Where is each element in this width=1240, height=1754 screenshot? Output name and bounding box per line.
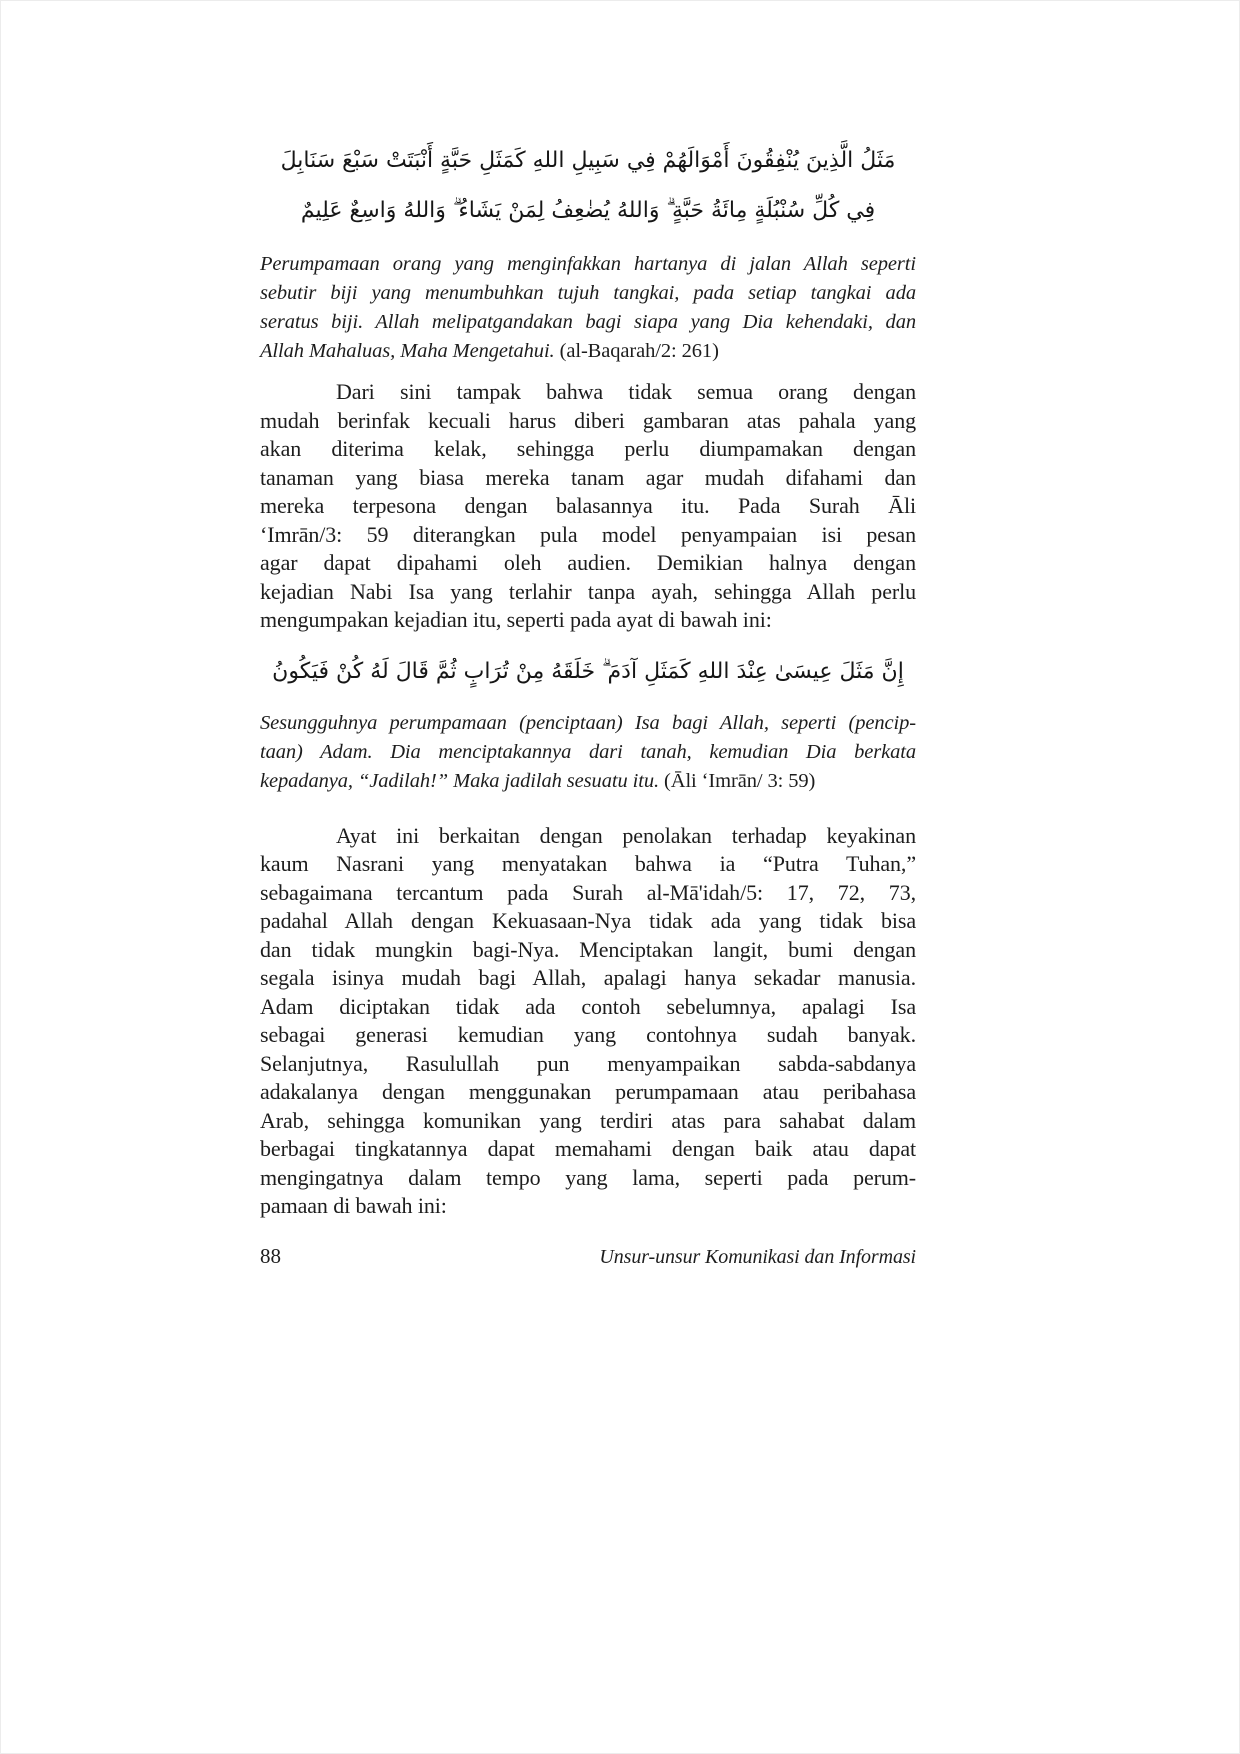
translation-lines [260, 250, 916, 337]
verse-reference: (Āli ‘Imrān/ 3: 59) [664, 769, 816, 792]
text-line: taan) Adam. Dia menciptakannya dari tanah, kemudian Dia berkata [260, 740, 916, 763]
text-line: mengumpakan kejadian itu, seperti pada ayat di bawah ini: [260, 607, 772, 632]
text-line: إِنَّ مَثَلَ عِيسَىٰ عِنْدَ اللهِ كَمَثَلِ آدَمَ ۗ خَلَقَهُ مِنْ تُرَابٍ ثُمَّ قَالَ لَهُ كُنْ فَيَكُونُ [272, 658, 904, 684]
translation-reference-line [260, 767, 916, 796]
text-line: segala isinya mudah bagi Allah, apalagi hanya sekadar manusia. [260, 965, 916, 990]
text-line: Dari sini tampak bahwa tidak semua orang dengan [336, 379, 916, 404]
translation-ending-text: kepadanya, “Jadilah!” Maka jadilah sesuatu itu. [260, 769, 659, 792]
text-line: sebagai generasi kemudian yang contohnya sudah banyak. [260, 1022, 916, 1047]
text-line: tanaman yang biasa mereka tanam agar mudah difahami dan [260, 464, 916, 490]
page-number: 88 [260, 1244, 281, 1268]
text-line: adakalanya dengan menggunakan perumpamaan atau peribahasa [260, 1079, 916, 1104]
text-line: Selanjutnya, Rasulullah pun menyampaikan sabda-sabdanya [260, 1050, 916, 1076]
quran-verse-block-1 [260, 136, 916, 366]
text-line: sebagaimana tercantum pada Surah al-Mā'idah/5: 17, 72, 73, [260, 879, 916, 905]
verse-translation-1 [260, 250, 916, 366]
translation-lines [260, 709, 916, 767]
running-title: Unsur-unsur Komunikasi dan Informasi [599, 1246, 916, 1268]
text-line: akan diterima kelak, sehingga perlu diumpamakan dengan [260, 436, 916, 461]
text-line: فِي كُلِّ سُنْبُلَةٍ مِائَةُ حَبَّةٍ ۗ وَاللهُ يُضٰعِفُ لِمَنْ يَشَاءُ ۗ وَاللهُ وَاسِعٌ عَلِيمٌ [300, 198, 876, 223]
page-footer [260, 1244, 916, 1269]
translation-ending-text: Allah Mahaluas, Maha Mengetahui. [260, 340, 555, 362]
translation-reference-line [260, 337, 916, 366]
paragraph-2 [260, 822, 916, 1221]
text-line: kaum Nasrani yang menyatakan bahwa ia “Putra Tuhan,” [260, 851, 916, 876]
text-line: padahal Allah dengan Kekuasaan-Nya tidak ada yang tidak bisa [260, 908, 916, 933]
text-line: mereka terpesona dengan balasannya itu. Pada Surah Āli [260, 493, 916, 518]
text-line: pamaan di bawah ini: [260, 1193, 447, 1218]
text-line: Arab, sehingga komunikan yang terdiri atas para sahabat dalam [260, 1107, 916, 1133]
text-line: Adam diciptakan tidak ada contoh sebelumnya, apalagi Isa [260, 993, 916, 1019]
text-line: Perumpamaan orang yang menginfakkan hartanya di jalan Allah seperti [260, 253, 916, 275]
verse-translation-2 [260, 709, 916, 796]
text-line: kejadian Nabi Isa yang terlahir tanpa ayah, sehingga Allah perlu [260, 578, 916, 604]
text-line: berbagai tingkatannya dapat memahami dengan baik atau dapat [260, 1136, 916, 1161]
text-line: agar dapat dipahami oleh audien. Demikian halnya dengan [260, 550, 916, 575]
text-line: مَثَلُ الَّذِينَ يُنْفِقُونَ أَمْوَالَهُمْ فِي سَبِيلِ اللهِ كَمَثَلِ حَبَّةٍ أَنْبَتَتْ سَبْعَ سَنَابِلَ [280, 148, 896, 173]
page-content [260, 136, 916, 1233]
verse-reference: (al-Baqarah/2: 261) [559, 340, 719, 362]
text-line: ‘Imrān/3: 59 diterangkan pula model penyampaian isi pesan [260, 521, 916, 547]
arabic-verse-albaqarah-261 [260, 136, 916, 236]
quran-verse-block-2 [260, 647, 916, 796]
text-line: seratus biji. Allah melipatgandakan bagi siapa yang Dia kehendaki, dan [260, 311, 916, 333]
arabic-verse-ali-imran-59 [260, 647, 916, 697]
text-line: Sesungguhnya perumpamaan (penciptaan) Isa bagi Allah, seperti (pencip- [260, 711, 916, 734]
text-line: sebutir biji yang menumbuhkan tujuh tangkai, pada setiap tangkai ada [260, 282, 916, 304]
text-line: dan tidak mungkin bagi-Nya. Menciptakan langit, bumi dengan [260, 936, 916, 962]
text-line: mengingatnya dalam tempo yang lama, seperti pada perum- [260, 1164, 916, 1190]
text-line: mudah berinfak kecuali harus diberi gambaran atas pahala yang [260, 407, 916, 433]
paragraph-1 [260, 378, 916, 635]
text-line: Ayat ini berkaitan dengan penolakan terhadap keyakinan [336, 822, 916, 848]
